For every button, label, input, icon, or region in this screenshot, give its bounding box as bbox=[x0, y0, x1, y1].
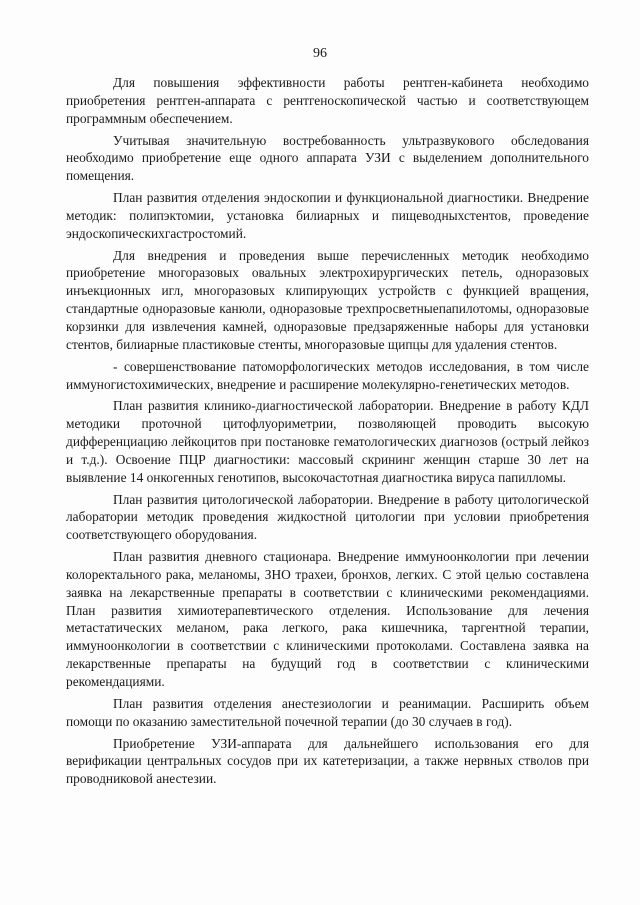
paragraph-clinical-lab: План развития клинико-диагностической лаборатории. Внедрение в работу КДЛ методики проточной цитофлуориметрии, позволяющей проводить высокую дифференциацию лейкоцитов при постановке гематологических диагнозов (острый лейкоз и т.д.). Освоение ПЦР диагностики: массовый скрининг женщин старше 30 лет на выявление 14 онкогенных генотипов, высокочастотная диагностика вируса папилломы. bbox=[66, 398, 589, 485]
paragraph-day-hospital: План развития дневного стационара. Внедрение иммуноонкологии при лечении колоректального рака, меланомы, ЗНО трахеи, бронхов, легких. С этой целью составлена заявка на лекарственные препараты в соответствии с клиническими рекомендациями. План развития химиотерапевтического отделения. Использование для лечения метастатических меланом, рака легкого, рака кишечника, таргентной терапии, иммуноонкологии в соответствии с клиническими протоколами. Составлена заявка на лекарственные препараты на будущий год в соответствии с клиническими рекомендациями. bbox=[66, 549, 589, 689]
document-body bbox=[66, 74, 589, 792]
paragraph-cytology-lab: План развития цитологической лаборатории. Внедрение в работу цитологической лаборатории методик проведения жидкостной цитологии при условии приобретения соответствующего оборудования. bbox=[66, 491, 589, 543]
paragraph-pathomorphology: - совершенствование патоморфологических методов исследования, в том числе иммуногистохимических, внедрение и расширение молекулярно-генетических методов. bbox=[66, 358, 589, 392]
paragraph-endoscopy-plan: План развития отделения эндоскопии и функциональной диагностики. Внедрение методик: полипэктомии, установка билиарных и пищеводныхстентов, проведение эндоскопическихгастростомий. bbox=[66, 190, 589, 241]
paragraph-endoscopy-equipment: Для внедрения и проведения выше перечисленных методик необходимо приобретение многоразовых овальных электрохирургических петель, одноразовых инъекционных игл, многоразовых клипирующих устройств с функцией вращения, стандартные одноразовые канюли, одноразовые трехпросветныепапилотомы, одноразовые корзинки для извлечения камней, одноразовые предзаряженные наборы для установки стентов, билиарные пластиковые стенты, многоразовые щипцы для удаления стентов. bbox=[66, 247, 589, 352]
page-number: 96 bbox=[313, 46, 327, 61]
paragraph-anesthesiology: План развития отделения анестезиологии и реанимации. Расширить объем помощи по оказанию заместительной почечной терапии (до 30 случаев в год). bbox=[66, 695, 589, 729]
paragraph-ultrasound-catheterization: Приобретение УЗИ-аппарата для дальнейшего использования его для верификации центральных сосудов при их катетеризации, а также нервных стволов при проводниковой анестезии. bbox=[66, 735, 589, 787]
paragraph-ultrasound: Учитывая значительную востребованность ультразвукового обследования необходимо приобретение еще одного аппарата УЗИ с выделением дополнительного помещения. bbox=[66, 132, 589, 184]
paragraph-xray-equipment: Для повышения эффективности работы рентген-кабинета необходимо приобретения рентген-аппарата с рентгеноскопической частью и соответствующем программным обеспечением. bbox=[66, 75, 589, 126]
